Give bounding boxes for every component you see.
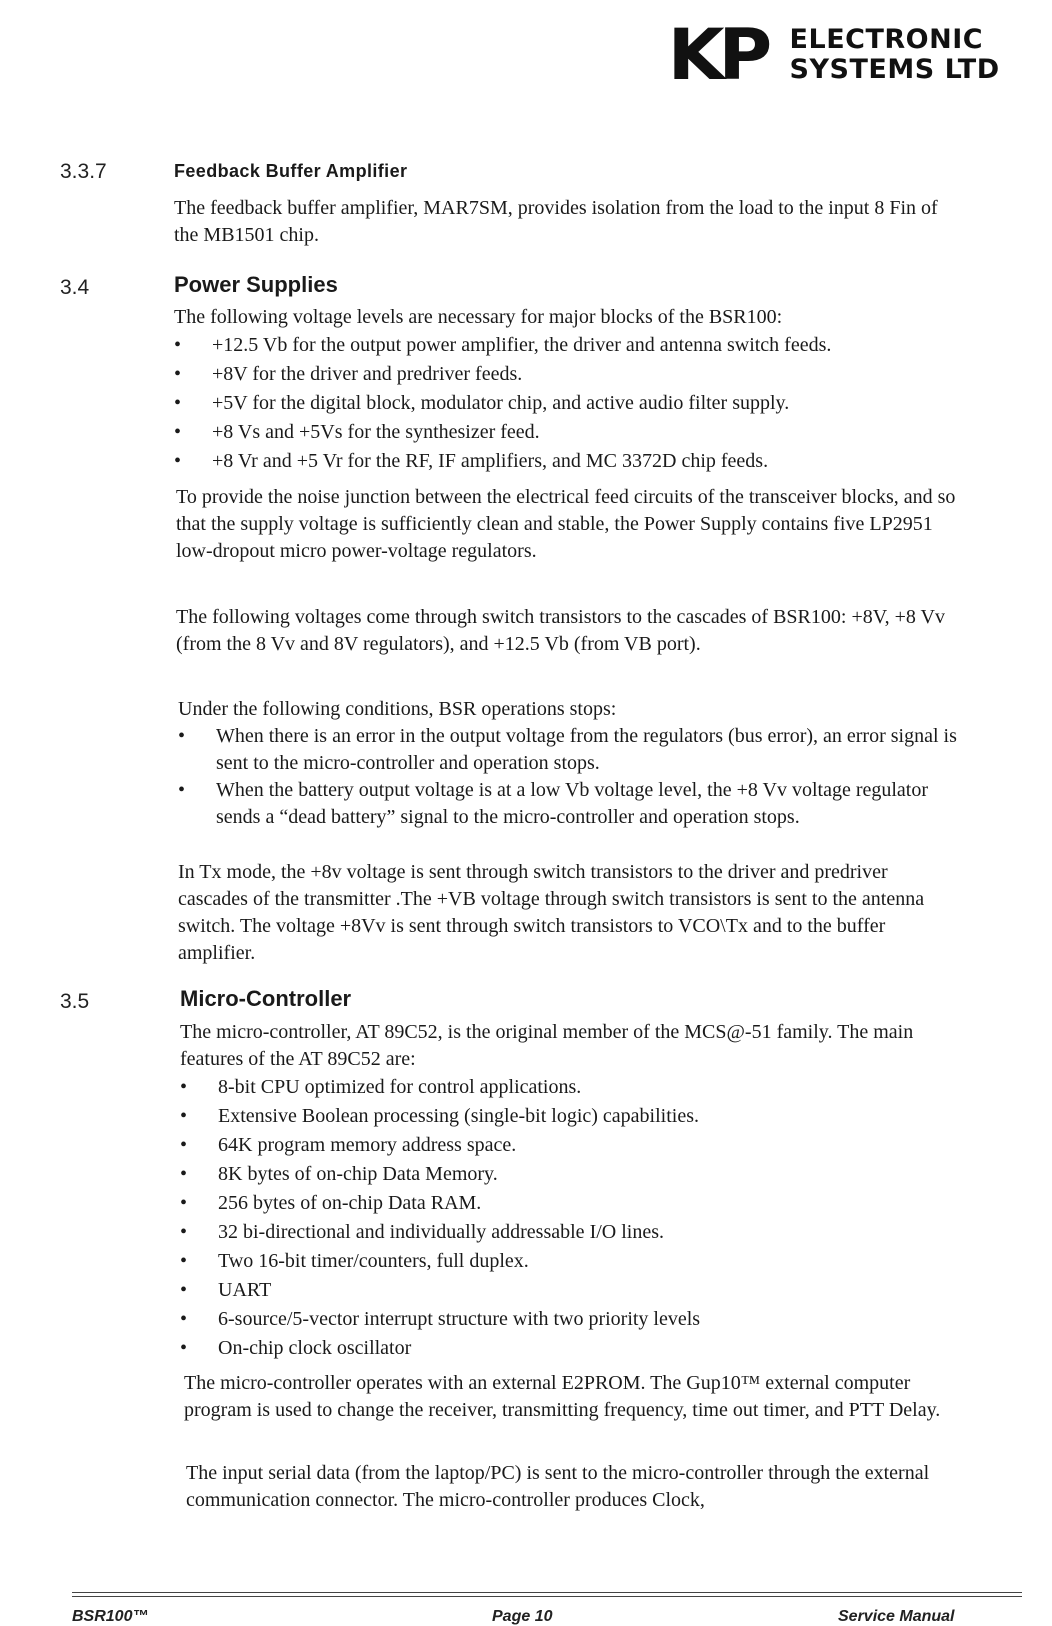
conditions-intro: Under the following conditions, BSR operations stops: xyxy=(178,698,617,720)
footer-rule xyxy=(72,1596,1022,1597)
section-number-3-3-7: 3.3.7 xyxy=(60,160,107,183)
footer-product: BSR100™ xyxy=(72,1608,149,1625)
switch-transistor-paragraph: The following voltages come through switch transistors to the cascades of BSR100: +8V, +8 Vv (from the 8 Vv and 8V regulators), and +12.5 Vb (from VB port). xyxy=(176,606,945,655)
list-item: • On-chip clock oscillator xyxy=(180,1334,960,1363)
section-title-feedback-buffer: Feedback Buffer Amplifier xyxy=(174,161,408,181)
list-item: • +5V for the digital block, modulator chip, and active audio filter supply. xyxy=(174,389,954,418)
list-item: • 32 bi-directional and individually addressable I/O lines. xyxy=(180,1218,960,1247)
voltage-levels-list xyxy=(174,331,954,476)
logo-line-1: ELECTRONIC xyxy=(789,24,984,55)
logo-text xyxy=(790,25,1000,85)
logo-line-2: SYSTEMS LTD xyxy=(789,54,1000,85)
list-item: • 8-bit CPU optimized for control applications. xyxy=(180,1073,960,1102)
stop-conditions-list xyxy=(178,723,958,831)
list-item: • +8 Vr and +5 Vr for the RF, IF amplifiers, and MC 3372D chip feeds. xyxy=(174,447,954,476)
logo-mark: KP xyxy=(667,14,766,96)
section-title-micro-controller: Micro-Controller xyxy=(180,986,352,1011)
eeprom-paragraph: The micro-controller operates with an external E2PROM. The Gup10™ external computer program is used to change the receiver, transmitting frequency, time out timer, and PTT Delay. xyxy=(184,1372,941,1421)
noise-junction-paragraph: To provide the noise junction between the electrical feed circuits of the transceiver blocks, and so that the supply voltage is sufficiently clean and stable, the Power Supply contains five LP2951 low-dropout micro power-voltage regulators. xyxy=(176,486,956,562)
list-item: • 6-source/5-vector interrupt structure with two priority levels xyxy=(180,1305,960,1334)
power-supplies-intro: The following voltage levels are necessary for major blocks of the BSR100: xyxy=(174,306,783,328)
list-item: • +8 Vs and +5Vs for the synthesizer feed. xyxy=(174,418,954,447)
tx-mode-paragraph: In Tx mode, the +8v voltage is sent through switch transistors to the driver and predriver cascades of the transmitter .The +VB voltage through switch transistors is sent to the antenna switch. The voltage +8Vv is sent through switch transistors to VCO\Tx and to the buffer amplifier. xyxy=(178,861,925,964)
features-list xyxy=(180,1073,960,1363)
list-item: • UART xyxy=(180,1276,960,1305)
list-item: • 64K program memory address space. xyxy=(180,1131,960,1160)
list-item: • +12.5 Vb for the output power amplifier, the driver and antenna switch feeds. xyxy=(174,331,954,360)
list-item: • 8K bytes of on-chip Data Memory. xyxy=(180,1160,960,1189)
section-title-power-supplies: Power Supplies xyxy=(174,272,338,297)
company-logo xyxy=(667,14,1000,96)
section-number-3-4: 3.4 xyxy=(60,276,90,299)
section-number-3-5: 3.5 xyxy=(60,990,90,1013)
footer-rule xyxy=(72,1592,1022,1593)
list-item: • 256 bytes of on-chip Data RAM. xyxy=(180,1189,960,1218)
micro-controller-intro: The micro-controller, AT 89C52, is the original member of the MCS@-51 family. The main features of the AT 89C52 are: xyxy=(180,1021,914,1070)
footer-doc-title: Service Manual xyxy=(838,1608,955,1625)
feedback-buffer-paragraph: The feedback buffer amplifier, MAR7SM, provides isolation from the load to the input 8 Fin of the MB1501 chip. xyxy=(174,197,938,246)
list-item: • Two 16-bit timer/counters, full duplex. xyxy=(180,1247,960,1276)
footer-page-number: Page 10 xyxy=(492,1608,553,1625)
list-item: • Extensive Boolean processing (single-bit logic) capabilities. xyxy=(180,1102,960,1131)
list-item: • When there is an error in the output voltage from the regulators (bus error), an error signal is sent to the micro-controller and operation stops. xyxy=(178,723,958,777)
list-item: • When the battery output voltage is at a low Vb voltage level, the +8 Vv voltage regulator sends a “dead battery” signal to the micro-controller and operation stops. xyxy=(178,777,958,831)
serial-data-paragraph: The input serial data (from the laptop/PC) is sent to the micro-controller through the external communication connector. The micro-controller produces Clock, xyxy=(186,1462,930,1511)
list-item: • +8V for the driver and predriver feeds. xyxy=(174,360,954,389)
